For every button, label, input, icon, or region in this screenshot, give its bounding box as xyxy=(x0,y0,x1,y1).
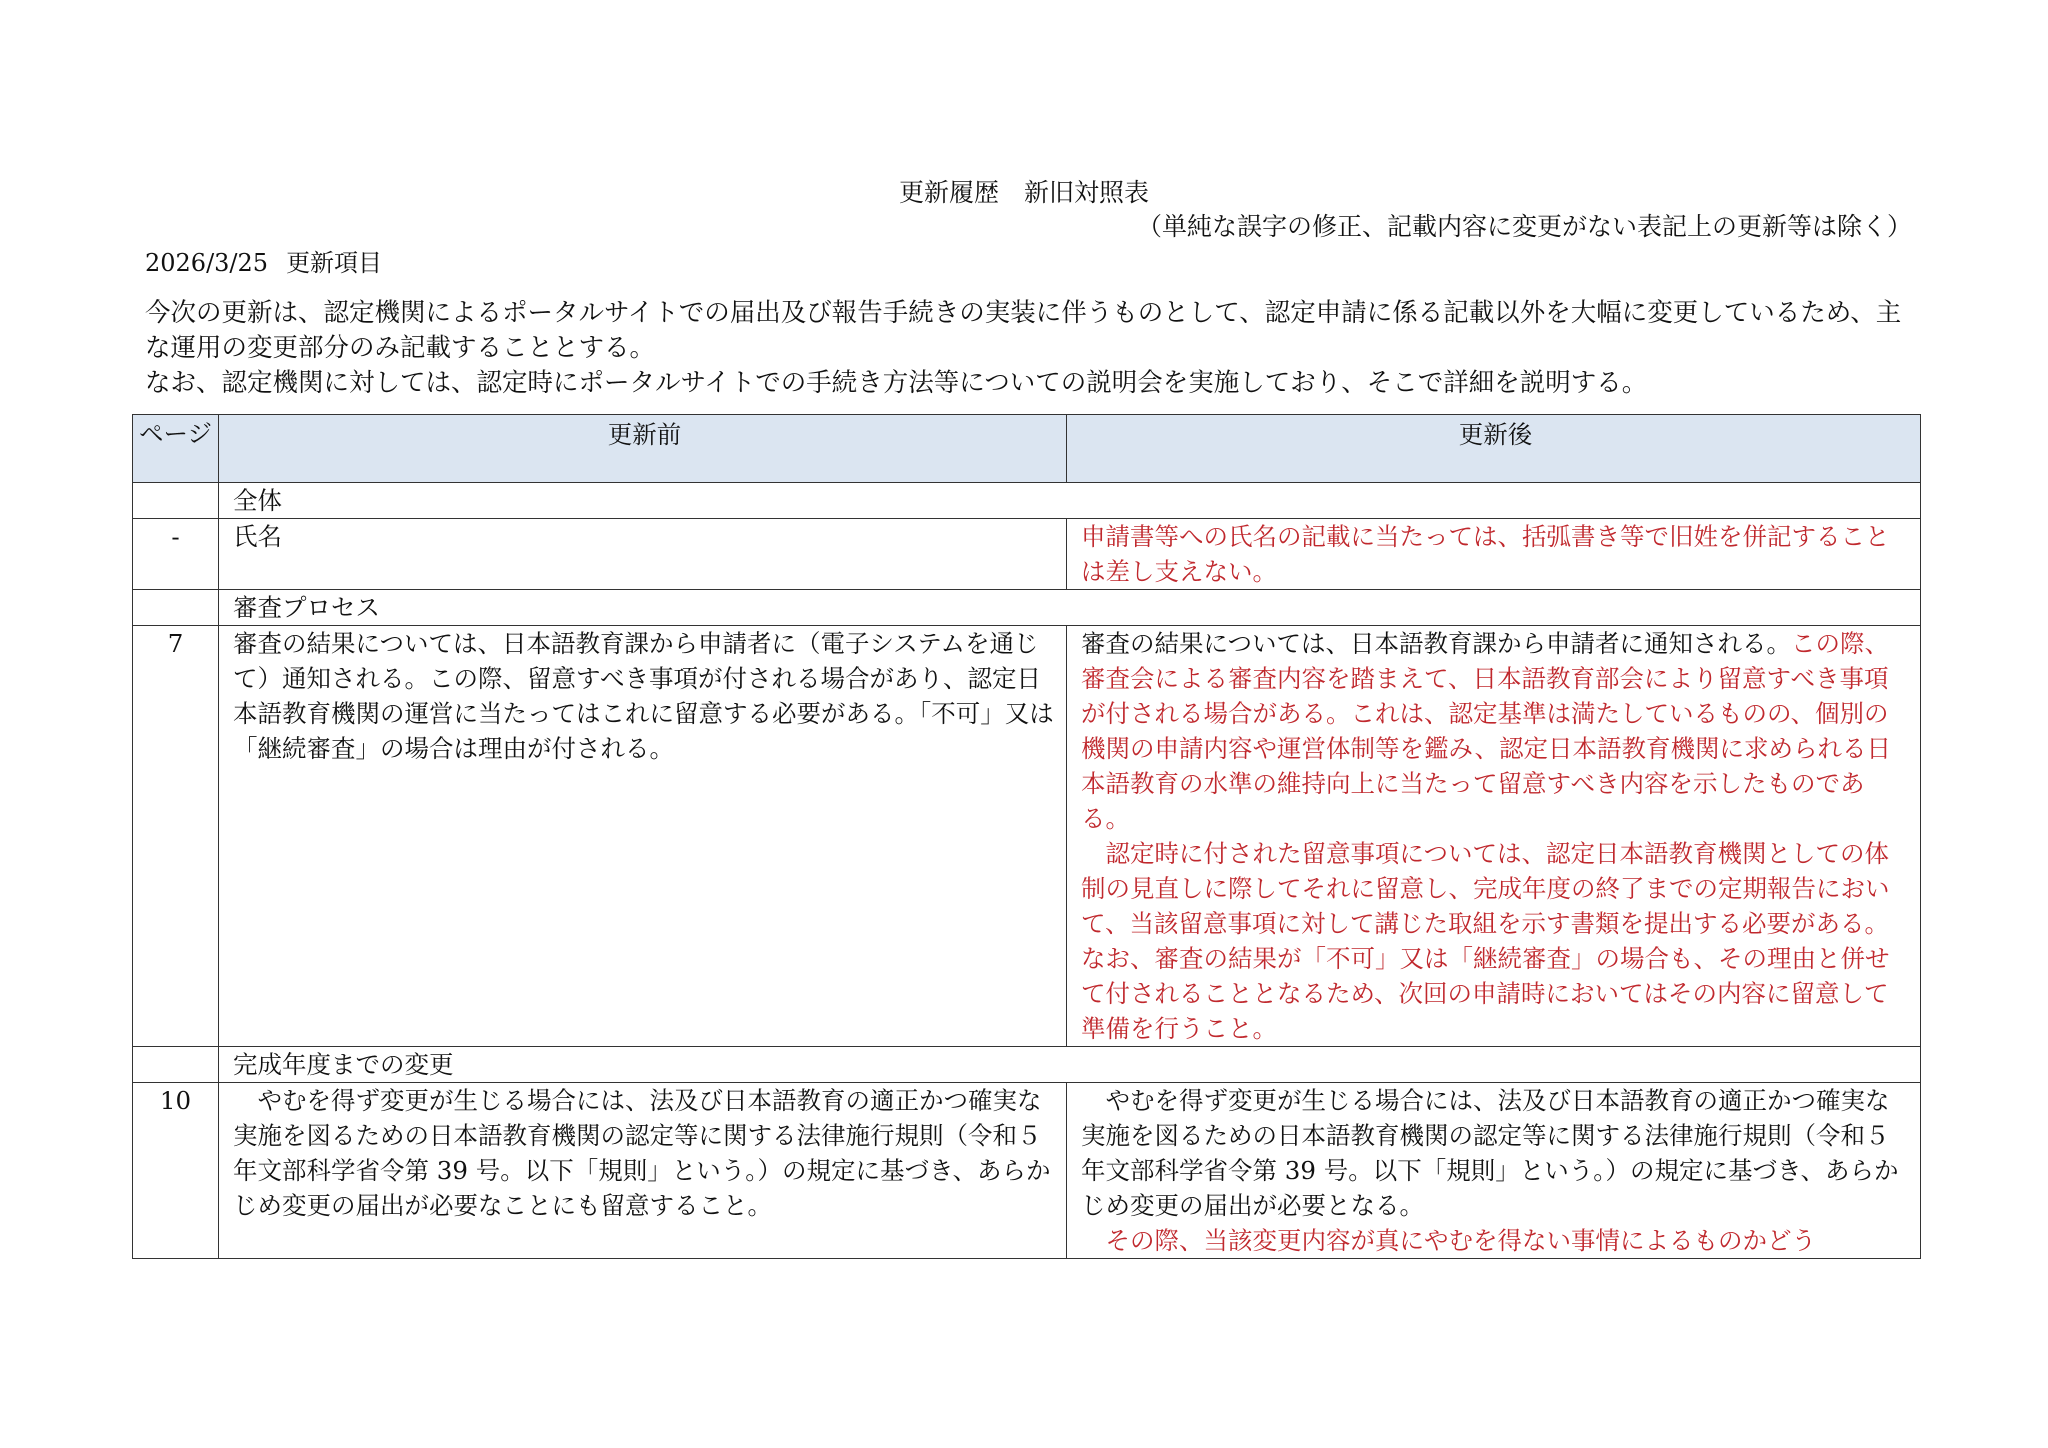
table-row-review xyxy=(133,626,1921,1047)
row-after xyxy=(1067,519,1921,590)
row-before: 審査の結果については、日本語教育課から申請者に（電子システムを通じて）通知される。この際、留意すべき事項が付される場合があり、認定日本語教育機関の運営に当たってはこれに留意する必要がある。「不可」又は「継続審査」の場合は理由が付される。 xyxy=(219,626,1067,1047)
section-page-cell xyxy=(133,590,219,626)
row-page: 7 xyxy=(133,626,219,1047)
row-after xyxy=(1067,626,1921,1047)
update-date-line xyxy=(145,246,382,280)
unchanged-paragraph: やむを得ず変更が生じる場合には、法及び日本語教育の適正かつ確実な実施を図るための日本語教育機関の認定等に関する法律施行規則（令和５年文部科学省令第 39 号。以下「規則」という。）の規定に基づき、あらかじめ変更の届出が必要となる。 xyxy=(1081,1086,1899,1220)
document-subtitle: （単純な誤字の修正、記載内容に変更がない表記上の更新等は除く） xyxy=(1136,212,1912,241)
section-title: 全体 xyxy=(219,483,1921,519)
changed-paragraph: 認定時に付された留意事項については、認定日本語教育機関としての体制の見直しに際してそれに留意し、完成年度の終了までの定期報告において、当該留意事項に対して講じた取組を示す書類を提出する必要がある。なお、審査の結果が「不可」又は「継続審査」の場合も、その理由と併せて付されることとなるため、次回の申請時においてはその内容に留意して準備を行うこと。 xyxy=(1081,839,1890,1043)
update-items-label: 更新項目 xyxy=(286,249,383,277)
update-date: 2026/3/25 xyxy=(145,249,269,277)
row-before xyxy=(219,1083,1067,1259)
table-row-name xyxy=(133,519,1921,590)
unchanged-text: 審査の結果については、日本語教育課から申請者に通知される。 xyxy=(1081,629,1792,658)
row-after-paragraph-1 xyxy=(1081,626,1910,836)
row-before: 氏名 xyxy=(219,519,1067,590)
section-page-cell xyxy=(133,483,219,519)
changed-paragraph: その際、当該変更内容が真にやむを得ない事情によるものかどう xyxy=(1105,1226,1816,1255)
section-row-review-process xyxy=(133,590,1921,626)
section-title: 審査プロセス xyxy=(219,590,1921,626)
header-page: ページ xyxy=(133,415,219,483)
row-after xyxy=(1067,1083,1921,1259)
comparison-table xyxy=(132,414,1921,1259)
intro-text xyxy=(145,296,1915,401)
changed-text: 申請書等への氏名の記載に当たっては、括弧書き等で旧姓を併記することは差し支えない。 xyxy=(1081,522,1890,586)
section-row-changes xyxy=(133,1047,1921,1083)
table-row-changes xyxy=(133,1083,1921,1259)
intro-paragraph-1: 今次の更新は、認定機関によるポータルサイトでの届出及び報告手続きの実装に伴うものとして、認定申請に係る記載以外を大幅に変更しているため、主な運用の変更部分のみ記載することとする。 xyxy=(145,298,1902,363)
section-page-cell xyxy=(133,1047,219,1083)
before-paragraph: やむを得ず変更が生じる場合には、法及び日本語教育の適正かつ確実な実施を図るための日本語教育機関の認定等に関する法律施行規則（令和５年文部科学省令第 39 号。以下「規則」という。）の規定に基づき、あらかじめ変更の届出が必要なことにも留意すること。 xyxy=(233,1086,1051,1220)
row-page: - xyxy=(133,519,219,590)
header-before: 更新前 xyxy=(219,415,1067,483)
header-after: 更新後 xyxy=(1067,415,1921,483)
document-title: 更新履歴 新旧対照表 xyxy=(898,178,1149,207)
section-row-overall xyxy=(133,483,1921,519)
table-header-row xyxy=(133,415,1921,483)
row-page: 10 xyxy=(133,1083,219,1259)
intro-paragraph-2: なお、認定機関に対しては、認定時にポータルサイトでの手続き方法等についての説明会を実施しており、そこで詳細を説明する。 xyxy=(145,368,1648,398)
changed-text: この際、審査会による審査内容を踏まえて、日本語教育部会により留意すべき事項が付される場合がある。これは、認定基準は満たしているものの、個別の機関の申請内容や運営体制等を鑑み、認定日本語教育機関に求められる日本語教育の水準の維持向上に当たって留意すべき内容を示したものである。 xyxy=(1081,629,1891,833)
section-title: 完成年度までの変更 xyxy=(219,1047,1921,1083)
